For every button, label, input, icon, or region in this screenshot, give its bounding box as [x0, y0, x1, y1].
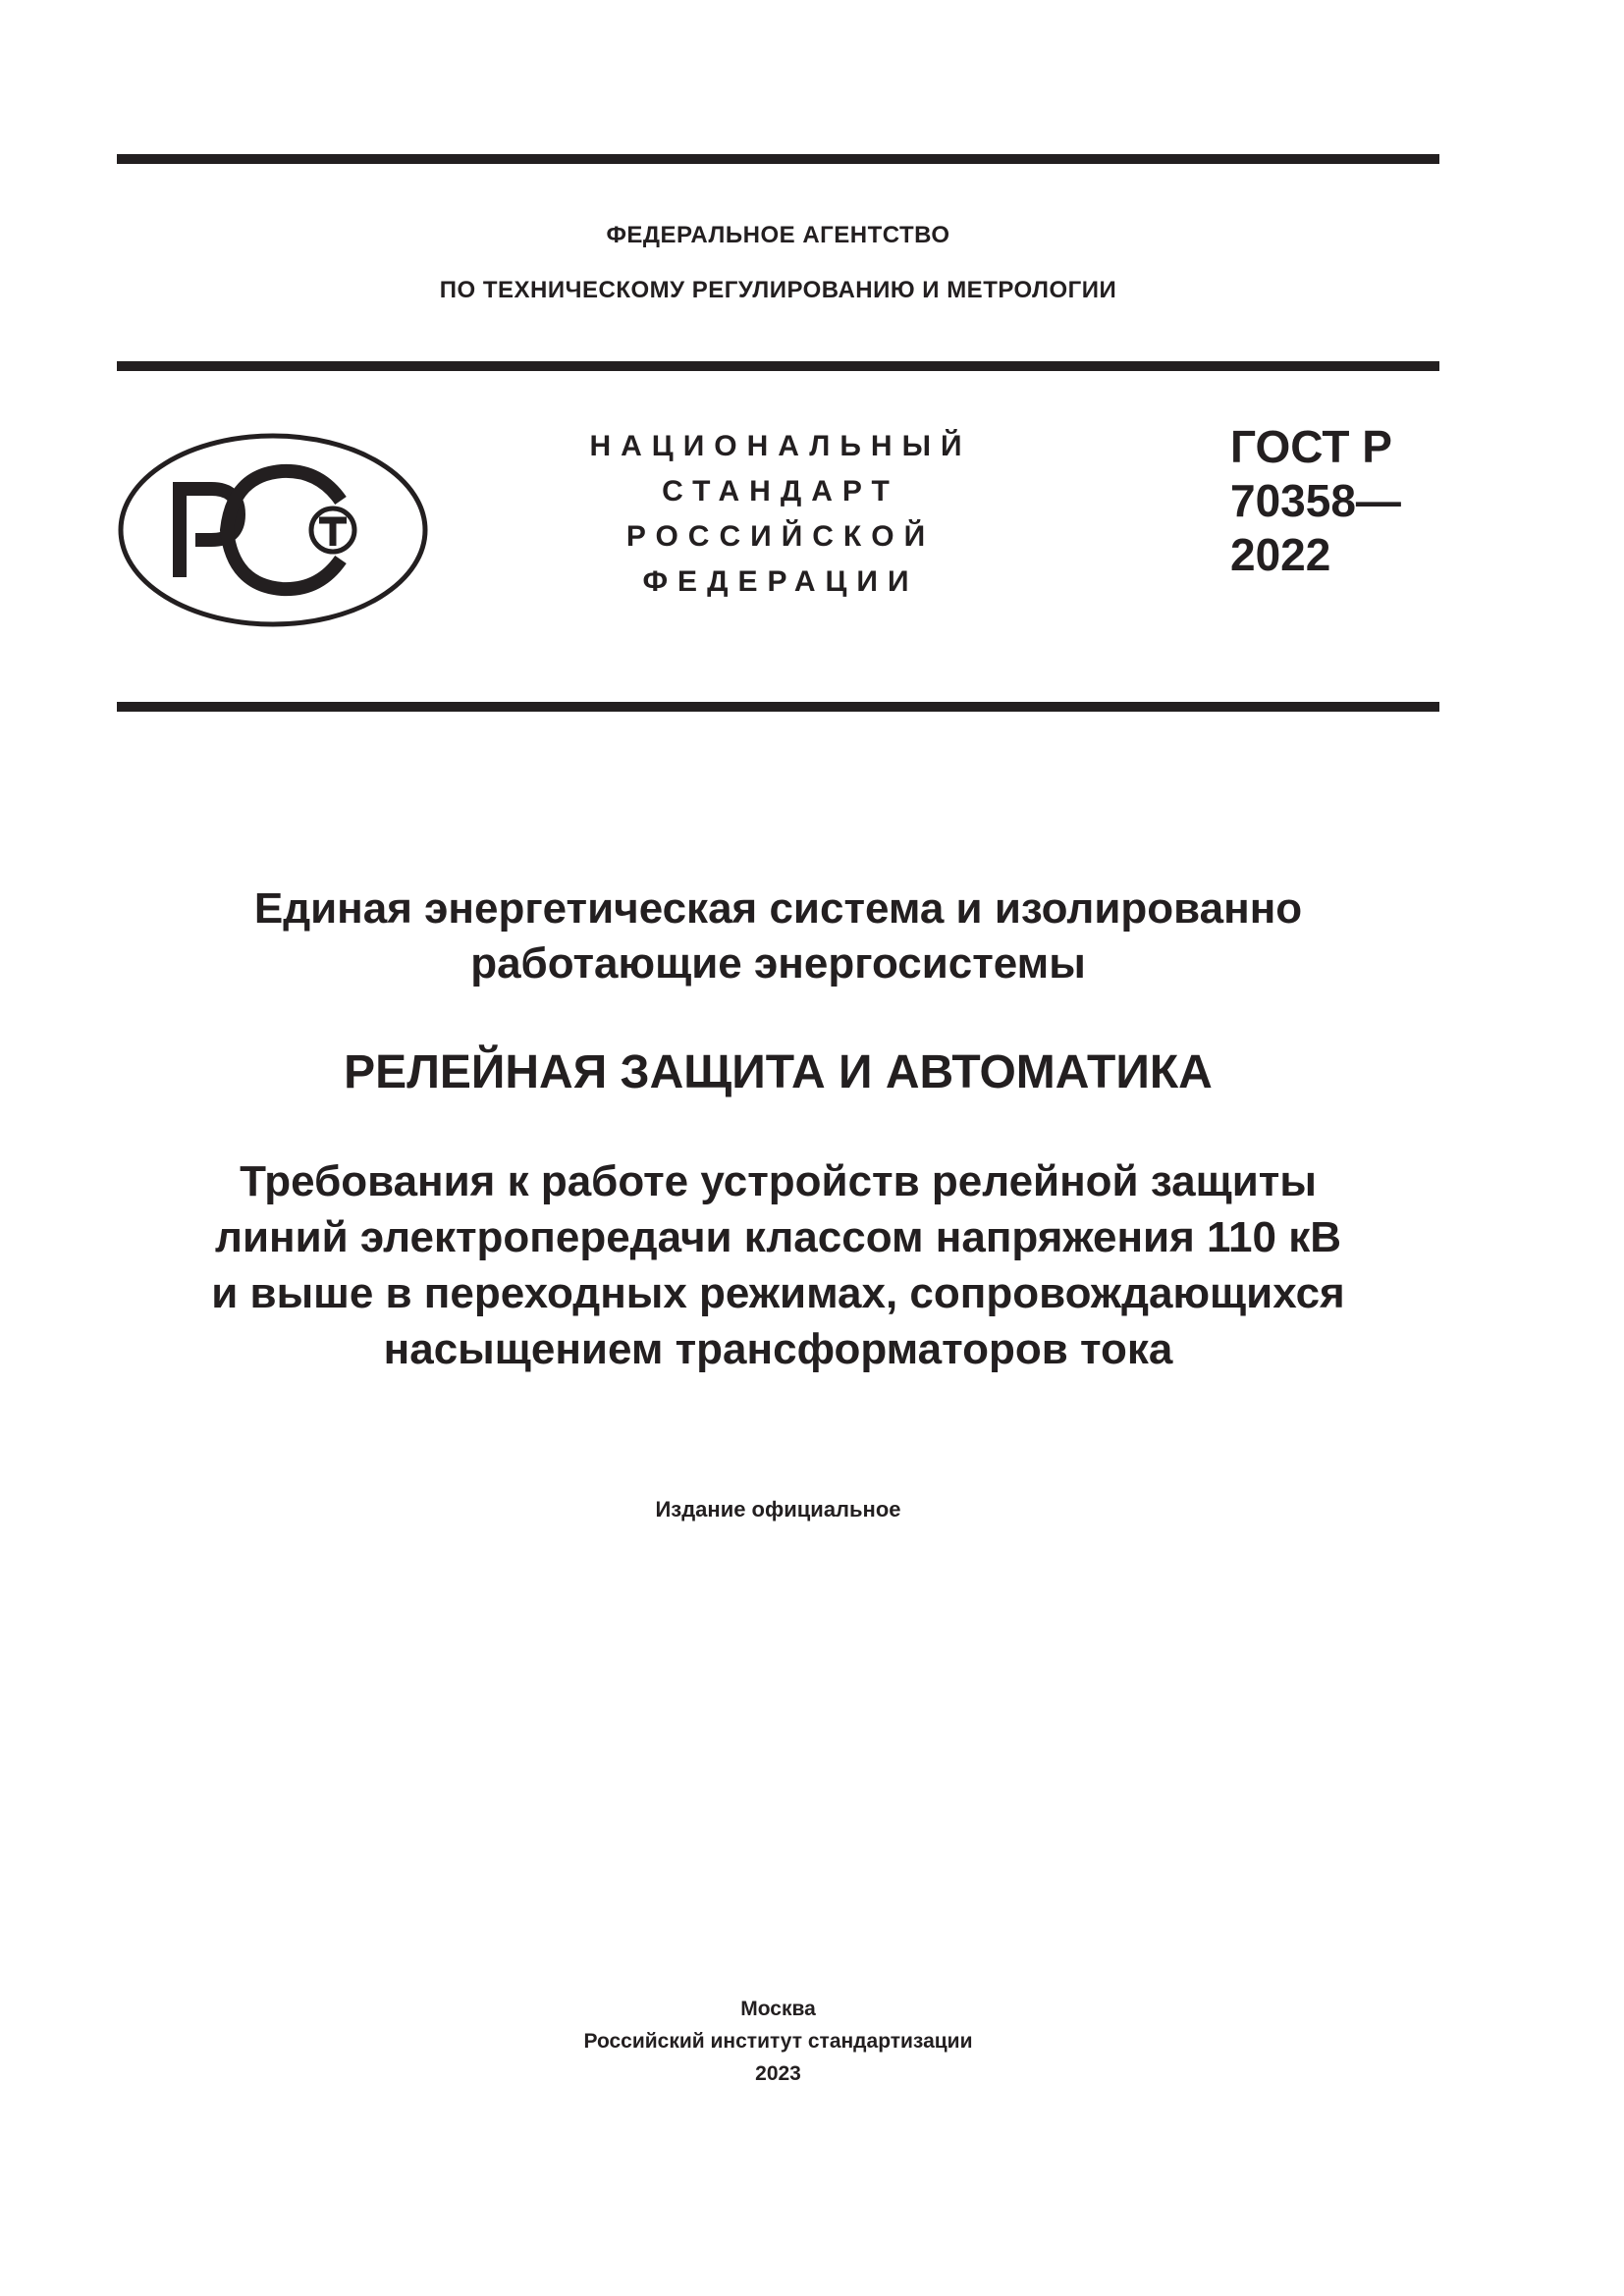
imprint-year: 2023	[755, 2062, 801, 2085]
subtitle-line-2: линий электропередачи классом напряжения 110 кВ	[215, 1213, 1341, 1261]
national-standard-line-3: РОССИЙСКОЙ	[625, 520, 936, 553]
header-rule	[117, 361, 1439, 371]
designation-line-2: 70358—	[1230, 475, 1401, 526]
subtitle	[117, 1153, 1439, 1377]
rst-logo-icon	[117, 432, 429, 628]
imprint-city: Москва	[740, 1998, 816, 2020]
main-title	[117, 1043, 1439, 1102]
main-title-text: РЕЛЕЙНАЯ ЗАЩИТА И АВТОМАТИКА	[344, 1046, 1213, 1098]
agency-name-line-2: ПО ТЕХНИЧЕСКОМУ РЕГУЛИРОВАНИЮ И МЕТРОЛОГИИ	[439, 277, 1117, 303]
system-title	[117, 881, 1439, 991]
national-standard-line-1: НАЦИОНАЛЬНЫЙ	[589, 430, 972, 462]
edition-label: Издание официальное	[655, 1497, 901, 1522]
title-rule	[117, 702, 1439, 712]
national-standard-line-2: СТАНДАРТ	[662, 475, 899, 507]
subtitle-line-3: и выше в переходных режимах, сопровождающихся	[211, 1269, 1345, 1317]
subtitle-line-4: насыщением трансформаторов тока	[383, 1325, 1173, 1373]
national-standard-caption	[550, 424, 1011, 605]
agency-name-line-1: ФЕДЕРАЛЬНОЕ АГЕНТСТВО	[606, 222, 950, 248]
standard-designation	[1230, 420, 1401, 582]
designation-line-3: 2022	[1230, 529, 1331, 580]
national-standard-line-4: ФЕДЕРАЦИИ	[642, 565, 919, 598]
imprint	[117, 1993, 1439, 2090]
imprint-publisher: Российский институт стандартизации	[583, 2030, 973, 2053]
subtitle-line-1: Требования к работе устройств релейной защиты	[240, 1157, 1317, 1205]
system-title-line-2: работающие энергосистемы	[470, 939, 1086, 988]
system-title-line-1: Единая энергетическая система и изолированно	[253, 884, 1303, 933]
designation-line-1: ГОСТ Р	[1230, 421, 1392, 472]
top-rule	[117, 154, 1439, 164]
